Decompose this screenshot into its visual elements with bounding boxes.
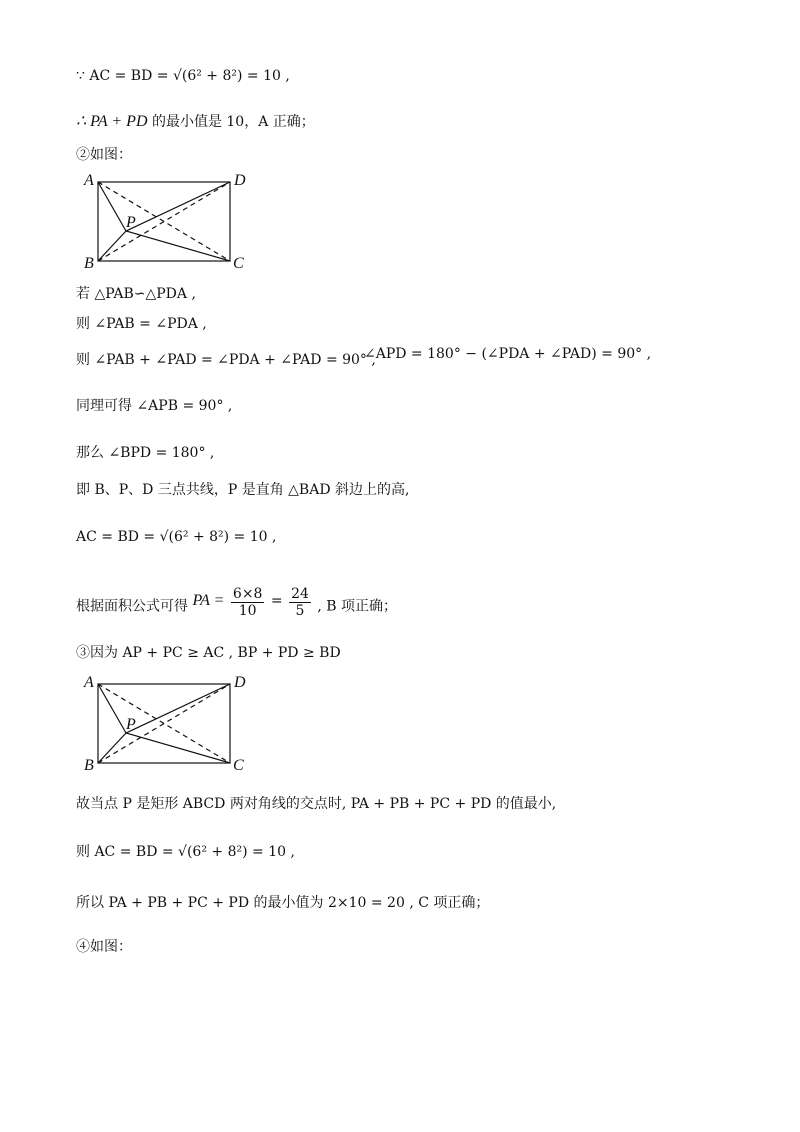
label-d: D xyxy=(234,172,246,189)
line-11-pre: 根据面积公式可得 xyxy=(76,598,188,615)
fraction-1-numerator: 6×8 xyxy=(232,586,263,602)
line-11-post: , B 项正确； xyxy=(317,598,398,615)
label-b: B xyxy=(84,255,94,272)
line-2-math: ∴ PA + PD xyxy=(76,113,148,130)
line-16: ④如图： xyxy=(76,939,132,955)
line-4: 若 △PAB∽△PDA , xyxy=(76,286,196,302)
label-b: B xyxy=(84,757,94,774)
line-10: AC = BD = √(6² + 8²) = 10 , xyxy=(76,529,277,545)
line-2-text: 的最小值是 10，A 正确； xyxy=(147,114,315,130)
label-a: A xyxy=(84,172,94,189)
line-2 xyxy=(76,112,315,132)
label-d: D xyxy=(234,674,246,691)
line-11-lhs: PA = xyxy=(192,591,225,609)
line-7: 同理可得 ∠APB = 90° , xyxy=(76,398,233,414)
line-6b: ∠APD = 180° − (∠PDA + ∠PAD) = 90° , xyxy=(364,346,652,362)
line-12: ③因为 AP + PC ≥ AC , BP + PD ≥ BD xyxy=(76,645,341,661)
fraction-2 xyxy=(289,586,311,619)
line-14: 则 AC = BD = √(6² + 8²) = 10 , xyxy=(76,844,295,860)
line-5: 则 ∠PAB = ∠PDA , xyxy=(76,316,207,332)
fraction-1-denominator: 10 xyxy=(238,603,257,619)
line-11-eq: = xyxy=(270,592,283,609)
fraction-2-denominator: 5 xyxy=(295,603,305,619)
line-9: 即 B、P、D 三点共线，P 是直角 △BAD 斜边上的高, xyxy=(76,482,410,498)
line-15: 所以 PA + PB + PC + PD 的最小值为 2×10 = 20 , C 项正确； xyxy=(76,895,490,911)
label-c: C xyxy=(233,757,244,774)
fraction-2-numerator: 24 xyxy=(291,586,309,602)
fraction-1 xyxy=(231,586,265,619)
line-3: ②如图： xyxy=(76,147,132,163)
line-8: 那么 ∠BPD = 180° , xyxy=(76,445,215,461)
line-13: 故当点 P 是矩形 ABCD 两对角线的交点时, PA + PB + PC + PD 的值最小, xyxy=(76,796,557,812)
line-1: ∵ AC = BD = √(6² + 8²) = 10 , xyxy=(76,68,290,84)
label-p: P xyxy=(126,716,136,733)
label-c: C xyxy=(233,255,244,272)
label-p: P xyxy=(126,214,136,231)
line-6a: 则 ∠PAB + ∠PAD = ∠PDA + ∠PAD = 90° , xyxy=(76,352,376,368)
rectangle-figure-2 xyxy=(80,670,260,782)
line-11 xyxy=(76,586,398,623)
rectangle-figure-1 xyxy=(80,168,260,280)
label-a: A xyxy=(84,674,94,691)
